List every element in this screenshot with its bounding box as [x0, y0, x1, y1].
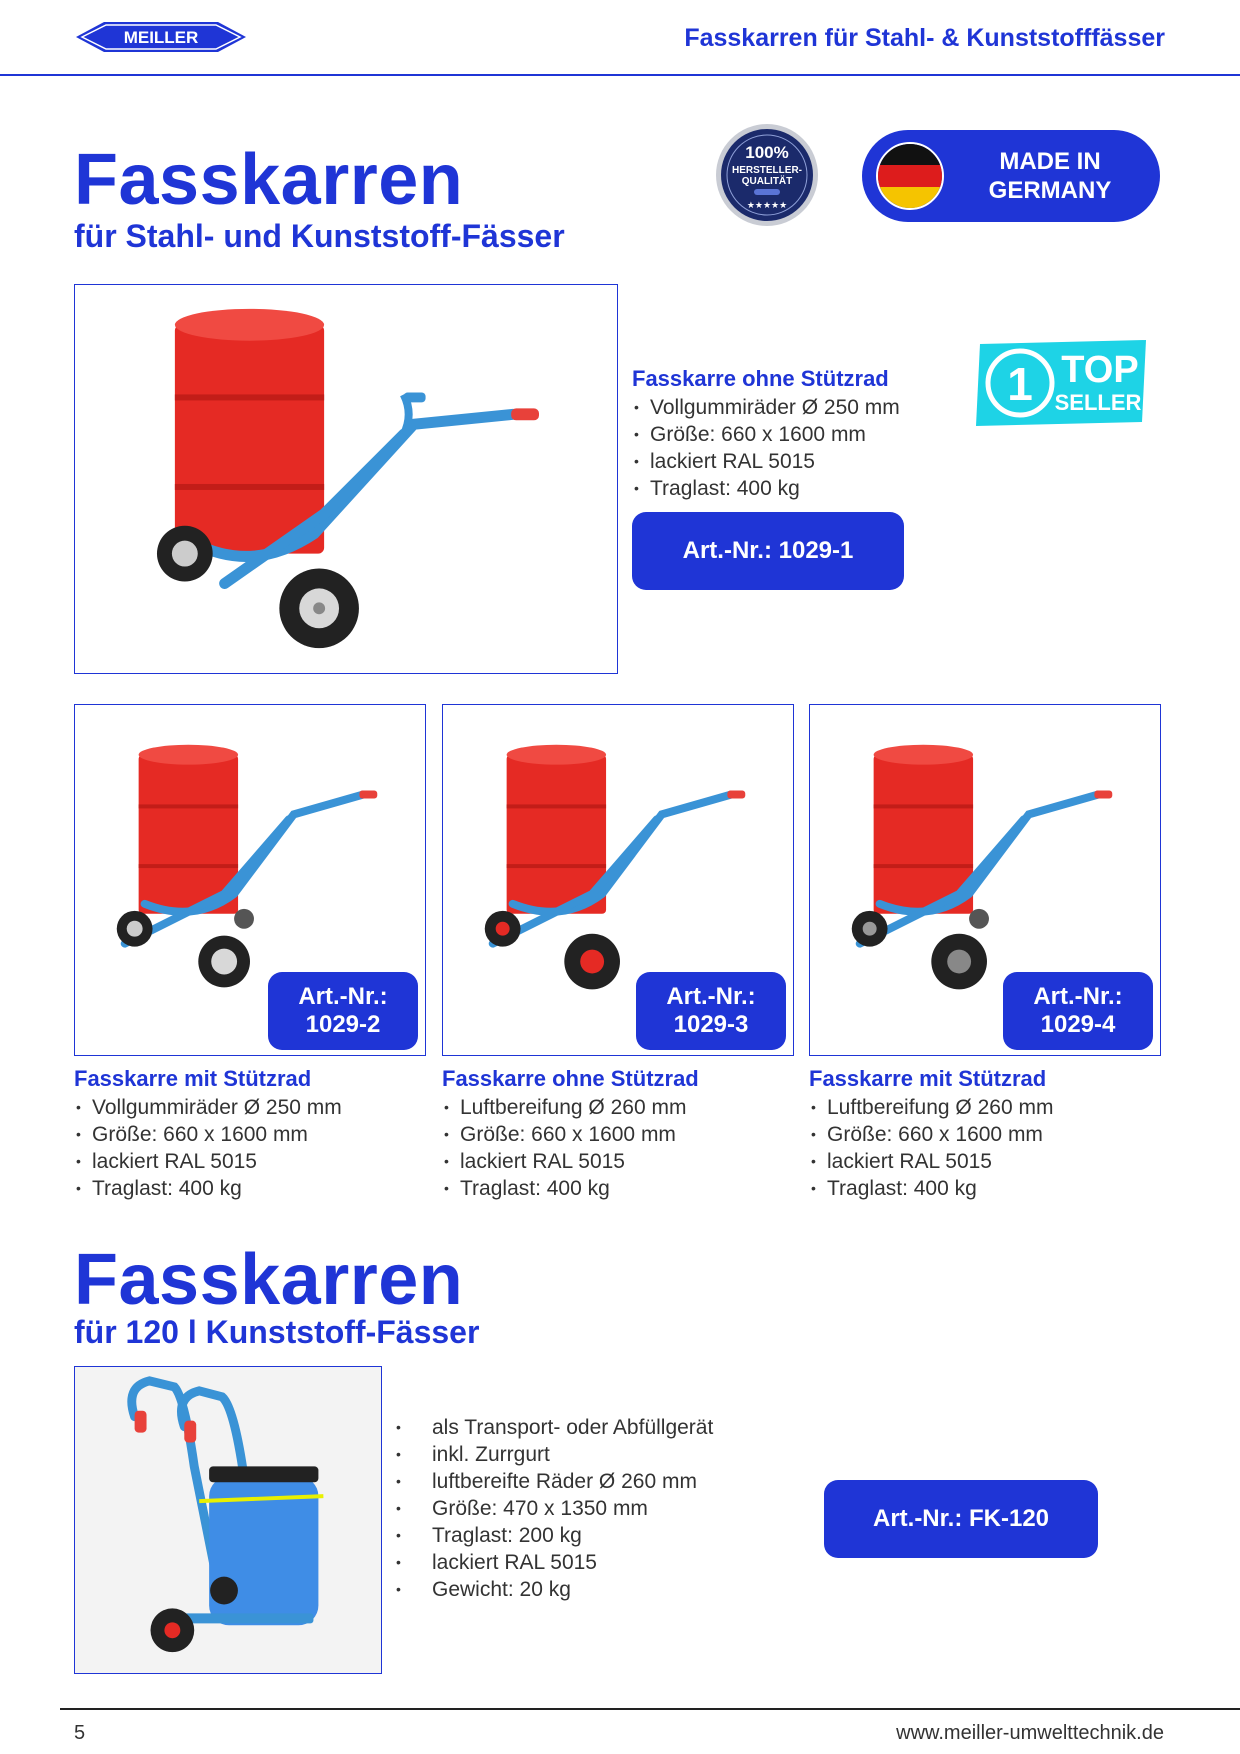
product-name: Fasskarre mit Stützrad: [74, 1066, 312, 1091]
spec-item: • Gewicht: 20 kg: [392, 1576, 713, 1603]
svg-text:HERSTELLER-: HERSTELLER-: [732, 165, 802, 176]
top-seller-number: 1: [1007, 358, 1033, 410]
product-specs: [809, 1094, 1053, 1202]
spec-item: • lackiert RAL 5015: [74, 1148, 342, 1175]
art-nr-button-1029-2[interactable]: Art.-Nr.: 1029-2: [268, 972, 418, 1050]
spec-item: • luftbereifte Räder Ø 260 mm: [392, 1468, 713, 1495]
product-image-fk-120: [74, 1366, 382, 1674]
spec-item: • lackiert RAL 5015: [809, 1148, 1053, 1175]
top-seller-top: TOP: [1061, 349, 1139, 391]
spec-item: • Größe: 660 x 1600 mm: [632, 421, 900, 448]
made-in-germany-badge: [862, 130, 1160, 222]
page-number: 5: [74, 1722, 86, 1744]
spec-item: • Traglast: 400 kg: [74, 1175, 342, 1202]
spec-item: • Traglast: 400 kg: [442, 1175, 686, 1202]
main-product-name: Fasskarre ohne Stützrad: [632, 366, 889, 391]
art-nr-button-1029-1[interactable]: Art.-Nr.: 1029-1: [632, 512, 904, 590]
top-seller-badge: [974, 338, 1150, 428]
spec-item: • Vollgummiräder Ø 250 mm: [74, 1094, 342, 1121]
logo-text: MEILLER: [123, 28, 199, 47]
svg-text:QUALITÄT: QUALITÄT: [741, 176, 793, 187]
section1-subtitle: für Stahl- und Kunststoff-Fässer: [74, 218, 565, 254]
spec-item: • Traglast: 400 kg: [809, 1175, 1053, 1202]
svg-text:100%: 100%: [745, 143, 789, 162]
main-product-specs: [632, 394, 900, 502]
quality-seal-icon: [714, 122, 820, 228]
section1-title: Fasskarren: [74, 140, 464, 220]
footer-divider: [60, 1708, 1240, 1710]
svg-text:★★★★★: ★★★★★: [746, 201, 788, 211]
top-seller-seller: SELLER: [1054, 390, 1142, 415]
spec-item: • Größe: 660 x 1600 mm: [809, 1121, 1053, 1148]
fk120-specs: [392, 1414, 713, 1603]
german-flag-icon: [876, 142, 944, 210]
spec-item: • lackiert RAL 5015: [442, 1148, 686, 1175]
spec-item: • Luftbereifung Ø 260 mm: [442, 1094, 686, 1121]
product-name: Fasskarre ohne Stützrad: [442, 1066, 699, 1091]
made-in-text: MADE IN: [999, 148, 1101, 175]
footer-website-link[interactable]: www.meiller-umwelttechnik.de: [896, 1722, 1164, 1744]
product-specs: [74, 1094, 342, 1202]
spec-item: • lackiert RAL 5015: [392, 1549, 713, 1576]
drum-trolley-image: [75, 285, 617, 673]
spec-item: • inkl. Zurrgurt: [392, 1441, 713, 1468]
header-divider: [0, 74, 1240, 76]
art-nr-button-1029-3[interactable]: Art.-Nr.: 1029-3: [636, 972, 786, 1050]
art-nr-button-fk-120[interactable]: Art.-Nr.: FK-120: [824, 1480, 1098, 1558]
spec-item: • Größe: 660 x 1600 mm: [442, 1121, 686, 1148]
germany-text: GERMANY: [988, 176, 1112, 204]
spec-item: • Größe: 660 x 1600 mm: [74, 1121, 342, 1148]
header-title: Fasskarren für Stahl- & Kunststofffässer: [684, 24, 1165, 52]
spec-item: • Vollgummiräder Ø 250 mm: [632, 394, 900, 421]
spec-item: • als Transport- oder Abfüllgerät: [392, 1414, 713, 1441]
spec-item: • Luftbereifung Ø 260 mm: [809, 1094, 1053, 1121]
spec-item: • Größe: 470 x 1350 mm: [392, 1495, 713, 1522]
spec-item: • lackiert RAL 5015: [632, 448, 900, 475]
section2-subtitle: für 120 l Kunststoff-Fässer: [74, 1314, 480, 1350]
spec-item: • Traglast: 400 kg: [632, 475, 900, 502]
plastic-drum-trolley-image: [75, 1367, 381, 1673]
product-specs: [442, 1094, 686, 1202]
meiller-logo: [74, 20, 248, 54]
section2-title: Fasskarren: [74, 1240, 464, 1320]
art-nr-button-1029-4[interactable]: Art.-Nr.: 1029-4: [1003, 972, 1153, 1050]
spec-item: • Traglast: 200 kg: [392, 1522, 713, 1549]
main-product-image: [74, 284, 618, 674]
product-name: Fasskarre mit Stützrad: [809, 1066, 1047, 1091]
